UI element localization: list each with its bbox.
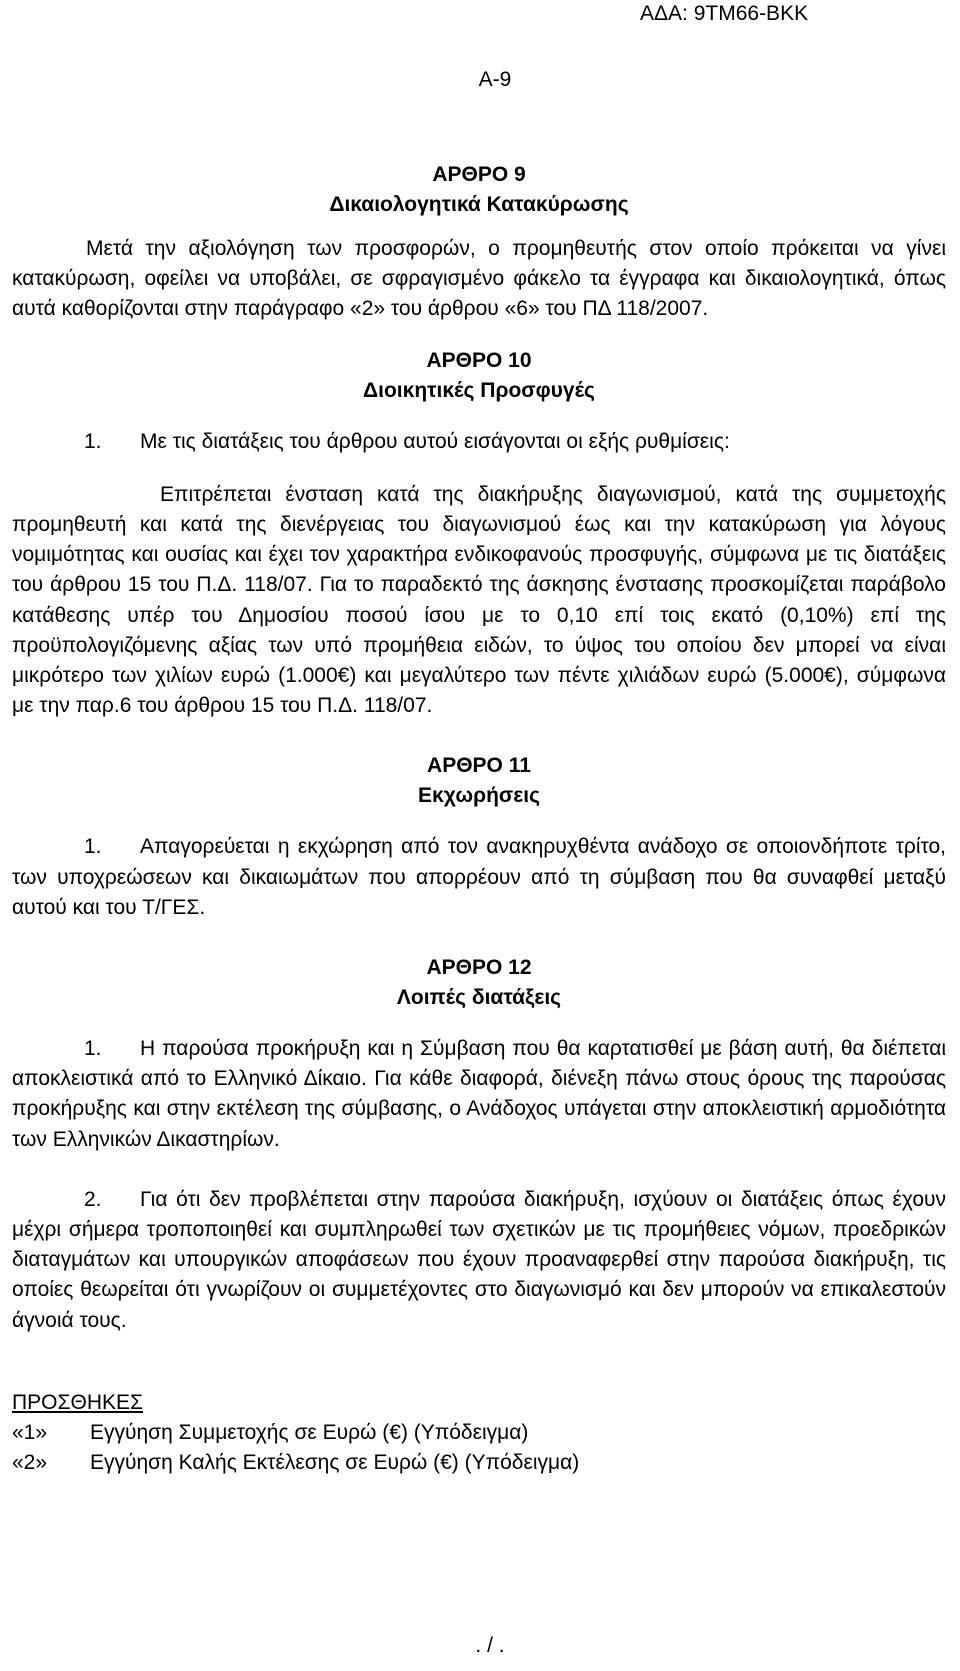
page-footer: . / . — [475, 1634, 505, 1657]
article-10-item-1 — [12, 427, 946, 457]
annex-text: Εγγύηση Συμμετοχής σε Ευρώ (€) (Υπόδειγμα) — [90, 1420, 529, 1444]
annex-text: Εγγύηση Καλής Εκτέλεσης σε Ευρώ (€) (Υπόδειγμα) — [90, 1450, 580, 1474]
article-12-number: ΑΡΘΡΟ 12 — [426, 956, 532, 980]
article-10-number: ΑΡΘΡΟ 10 — [426, 348, 532, 372]
item-text: Για ότι δεν προβλέπεται στην παρούσα διακήρυξη, ισχύουν οι διατάξεις όπως έχουν μέχρι σήμερα τροποποιηθεί και συμπληρωθεί των σχετικών με τις προμήθειες νόμων, προεδρικών διαταγμάτων και υπουργικών αποφάσεων που έχουν προαναφερθεί στην παρούσα διακήρυξη, τις οποίες θεωρείται ότι γνωρίζουν οι συμμετέχοντες στο διαγωνισμό και δεν μπορούν να επικαλεστούν άγνοιά τους. — [12, 1187, 946, 1332]
annexes-heading: ΠΡΟΣΘΗΚΕΣ — [12, 1390, 143, 1414]
item-text: Με τις διατάξεις του άρθρου αυτού εισάγονται οι εξής ρυθμίσεις: — [140, 429, 730, 453]
item-number: 1. — [84, 429, 102, 453]
ada-code: ΑΔΑ: 9ΤΜ66-ΒΚΚ — [640, 2, 809, 25]
item-number: 1. — [84, 835, 102, 859]
article-12-item-2 — [12, 1185, 946, 1336]
annex-code: «1» — [12, 1420, 48, 1444]
item-text: Απαγορεύεται η εκχώρηση από τον ανακηρυχθέντα ανάδοχο σε οποιονδήποτε τρίτο, των υποχρεώσεων και δικαιωμάτων που απορρέουν από τη σύμβαση που θα συναφθεί μεταξύ αυτού και του Τ/ΓΕΣ. — [12, 835, 946, 919]
annex-item — [12, 1418, 946, 1448]
annex-code: «2» — [12, 1450, 48, 1474]
article-9-text: Μετά την αξιολόγηση των προσφορών, ο προμηθευτής στον οποίο πρόκειται να γίνει κατακύρωση, οφείλει να υποβάλει, σε σφραγισμένο φάκελο τα έγγραφα και δικαιολογητικά, όπως αυτά καθορίζονται στην παράγραφο «2» του άρθρου «6» του ΠΔ 118/2007. — [12, 237, 946, 321]
page-number: Α-9 — [478, 68, 512, 91]
article-10-text: Επιτρέπεται ένσταση κατά της διακήρυξης διαγωνισμού, κατά της συμμετοχής προμηθευτή και κατά της διενέργειας του διαγωνισμού έως και την κατακύρωση για λόγους νομιμότητας και ουσίας και έχει τον χαρακτήρα ενδικοφανούς προσφυγής, σύμφωνα με τις διατάξεις του άρθρου 15 του Π.Δ. 118/07. Για το παραδεκτό της άσκησης ένστασης προσκομίζεται παράβολο κατάθεσης υπέρ του Δημοσίου ποσού ίσου με το 0,10 επί τοις εκατό (0,10%) επί της προϋπολογιζόμενης αξίας των υπό προμήθεια ειδών, το ύψος του οποίου δεν μπορεί να είναι μικρότερο των χιλίων ευρώ (1.000€) και μεγαλύτερο των πέντε χιλιάδων ευρώ (5.000€), σύμφωνα με την παρ.6 του άρθρου 15 του Π.Δ. 118/07. — [12, 482, 946, 718]
item-number: 1. — [84, 1037, 102, 1061]
article-11-number: ΑΡΘΡΟ 11 — [427, 754, 531, 778]
item-number: 2. — [84, 1187, 102, 1211]
article-9-number: ΑΡΘΡΟ 9 — [432, 163, 526, 186]
item-text: Η παρούσα προκήρυξη και η Σύμβαση που θα καρτατισθεί με βάση αυτή, θα διέπεται αποκλειστικά από το Ελληνικό Δίκαιο. Για κάθε διαφορά, διένεξη πάνω στους όρους της παρούσας προκήρυξης και στην εκτέλεση της σύμβασης, ο Ανάδοχος υπάγεται στην αποκλειστική αρμοδιότητα των Ελληνικών Δικαστηρίων. — [12, 1037, 946, 1151]
article-9-title: Δικαιολογητικά Κατακύρωσης — [329, 193, 629, 216]
article-12-item-1 — [12, 1034, 946, 1155]
article-11-title: Εκχωρήσεις — [417, 784, 540, 808]
annexes — [12, 1388, 946, 1478]
document-body — [12, 160, 946, 1478]
article-12-title: Λοιπές διατάξεις — [396, 986, 562, 1010]
annex-item — [12, 1448, 946, 1478]
article-10-title: Διοικητικές Προσφυγές — [363, 378, 595, 402]
article-11-item-1 — [12, 832, 946, 923]
